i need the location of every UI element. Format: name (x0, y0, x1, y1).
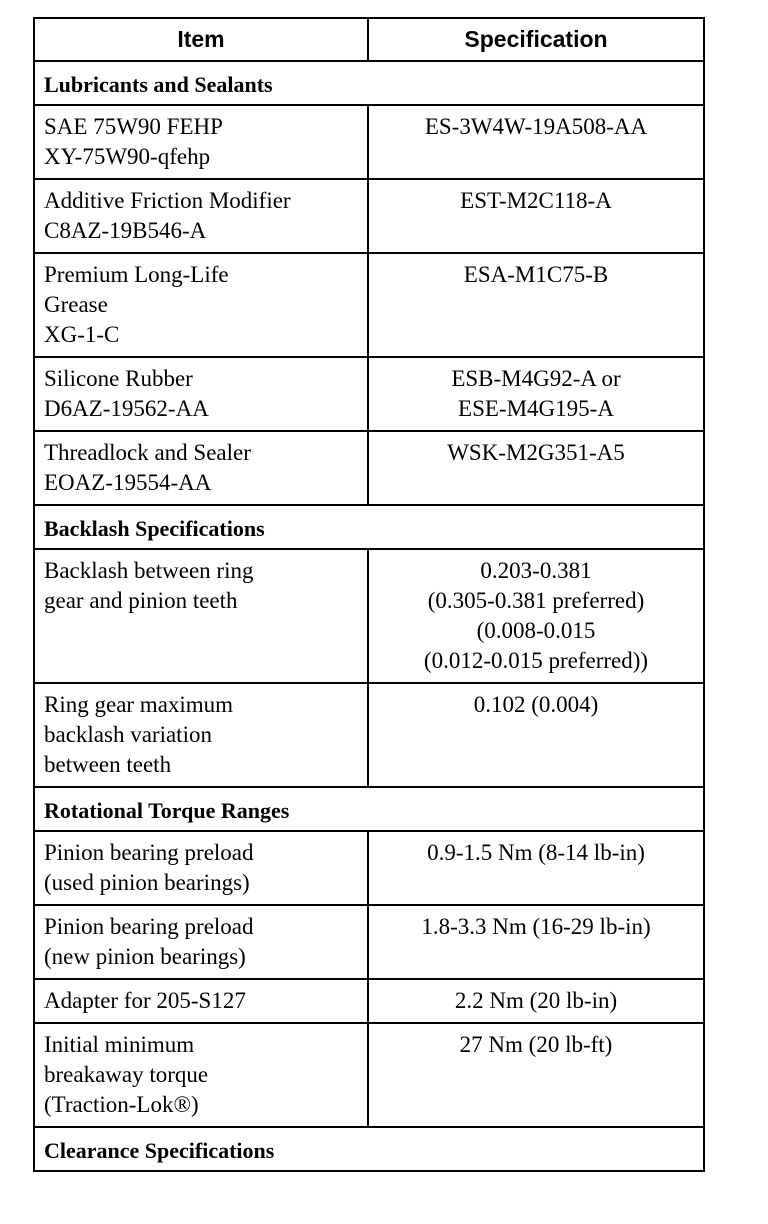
header-specification: Specification (368, 18, 704, 61)
item-line: (Traction-Lok®) (44, 1092, 199, 1117)
table-row (34, 105, 704, 179)
spec-line: 0.203-0.381 (480, 558, 592, 583)
item-cell (34, 549, 368, 683)
spec-line: (0.305-0.381 preferred) (427, 588, 645, 613)
table-row (34, 905, 704, 979)
spec-cell (368, 1023, 704, 1127)
spec-cell (368, 905, 704, 979)
section-row (34, 505, 704, 549)
item-line: Grease (44, 292, 108, 317)
spec-line: ESE-M4G195-A (458, 396, 614, 421)
item-cell (34, 431, 368, 505)
item-line: between teeth (44, 752, 172, 777)
table-row (34, 179, 704, 253)
spec-cell (368, 179, 704, 253)
spec-line: 0.102 (0.004) (473, 692, 599, 717)
spec-cell (368, 831, 704, 905)
item-line: XY-75W90-qfehp (44, 144, 211, 169)
spec-line: EST-M2C118-A (460, 188, 612, 213)
item-cell (34, 1023, 368, 1127)
spec-line: ESA-M1C75-B (463, 262, 609, 287)
spec-cell (368, 431, 704, 505)
header-item: Item (34, 18, 368, 61)
spec-line: (0.012-0.015 preferred)) (423, 648, 649, 673)
table-row (34, 253, 704, 357)
spec-line: 27 Nm (20 lb-ft) (459, 1032, 613, 1057)
item-line: gear and pinion teeth (44, 588, 238, 613)
spec-cell (368, 357, 704, 431)
item-line: Silicone Rubber (44, 366, 193, 391)
item-line: Initial minimum (44, 1032, 195, 1057)
section-title: Clearance Specifications (34, 1127, 704, 1171)
spec-cell (368, 105, 704, 179)
item-cell (34, 253, 368, 357)
section-row (34, 61, 704, 105)
item-line: Pinion bearing preload (44, 914, 254, 939)
table-row (34, 683, 704, 787)
table-row (34, 1023, 704, 1127)
section-title: Rotational Torque Ranges (34, 787, 704, 831)
section-row (34, 787, 704, 831)
spec-cell (368, 253, 704, 357)
item-line: EOAZ-19554-AA (44, 470, 212, 495)
item-line: Backlash between ring (44, 558, 254, 583)
specification-table (33, 17, 705, 1172)
spec-cell (368, 979, 704, 1023)
item-cell (34, 831, 368, 905)
spec-line: 0.9-1.5 Nm (8-14 lb-in) (427, 840, 645, 865)
header-row (34, 18, 704, 61)
item-line: Premium Long-Life (44, 262, 229, 287)
item-line: (used pinion bearings) (44, 870, 250, 895)
spec-line: (0.008-0.015 (476, 618, 596, 643)
item-cell (34, 179, 368, 253)
item-line: D6AZ-19562-AA (44, 396, 209, 421)
item-cell (34, 683, 368, 787)
table-row (34, 431, 704, 505)
table-row (34, 831, 704, 905)
spec-line: ES-3W4W-19A508-AA (424, 114, 648, 139)
item-line: breakaway torque (44, 1062, 209, 1087)
item-line: SAE 75W90 FEHP (44, 114, 223, 139)
spec-line: 1.8-3.3 Nm (16-29 lb-in) (421, 914, 651, 939)
item-cell (34, 105, 368, 179)
item-line: backlash variation (44, 722, 212, 747)
section-title: Lubricants and Sealants (34, 61, 704, 105)
item-line: Ring gear maximum (44, 692, 234, 717)
table-row (34, 357, 704, 431)
item-line: Pinion bearing preload (44, 840, 254, 865)
item-cell (34, 357, 368, 431)
section-row (34, 1127, 704, 1171)
item-line: C8AZ-19B546-A (44, 218, 207, 243)
spec-line: WSK-M2G351-A5 (447, 440, 625, 465)
spec-cell (368, 683, 704, 787)
table-row (34, 979, 704, 1023)
spec-line: ESB-M4G92-A or (451, 366, 621, 391)
spec-line: 2.2 Nm (20 lb-in) (454, 988, 618, 1013)
item-line: Additive Friction Modifier (44, 188, 291, 213)
item-line: Adapter for 205-S127 (44, 988, 246, 1013)
item-cell (34, 979, 368, 1023)
item-line: Threadlock and Sealer (44, 440, 251, 465)
item-line: XG-1-C (44, 322, 120, 347)
section-title: Backlash Specifications (34, 505, 704, 549)
item-cell (34, 905, 368, 979)
table-row (34, 549, 704, 683)
spec-cell (368, 549, 704, 683)
item-line: (new pinion bearings) (44, 944, 246, 969)
